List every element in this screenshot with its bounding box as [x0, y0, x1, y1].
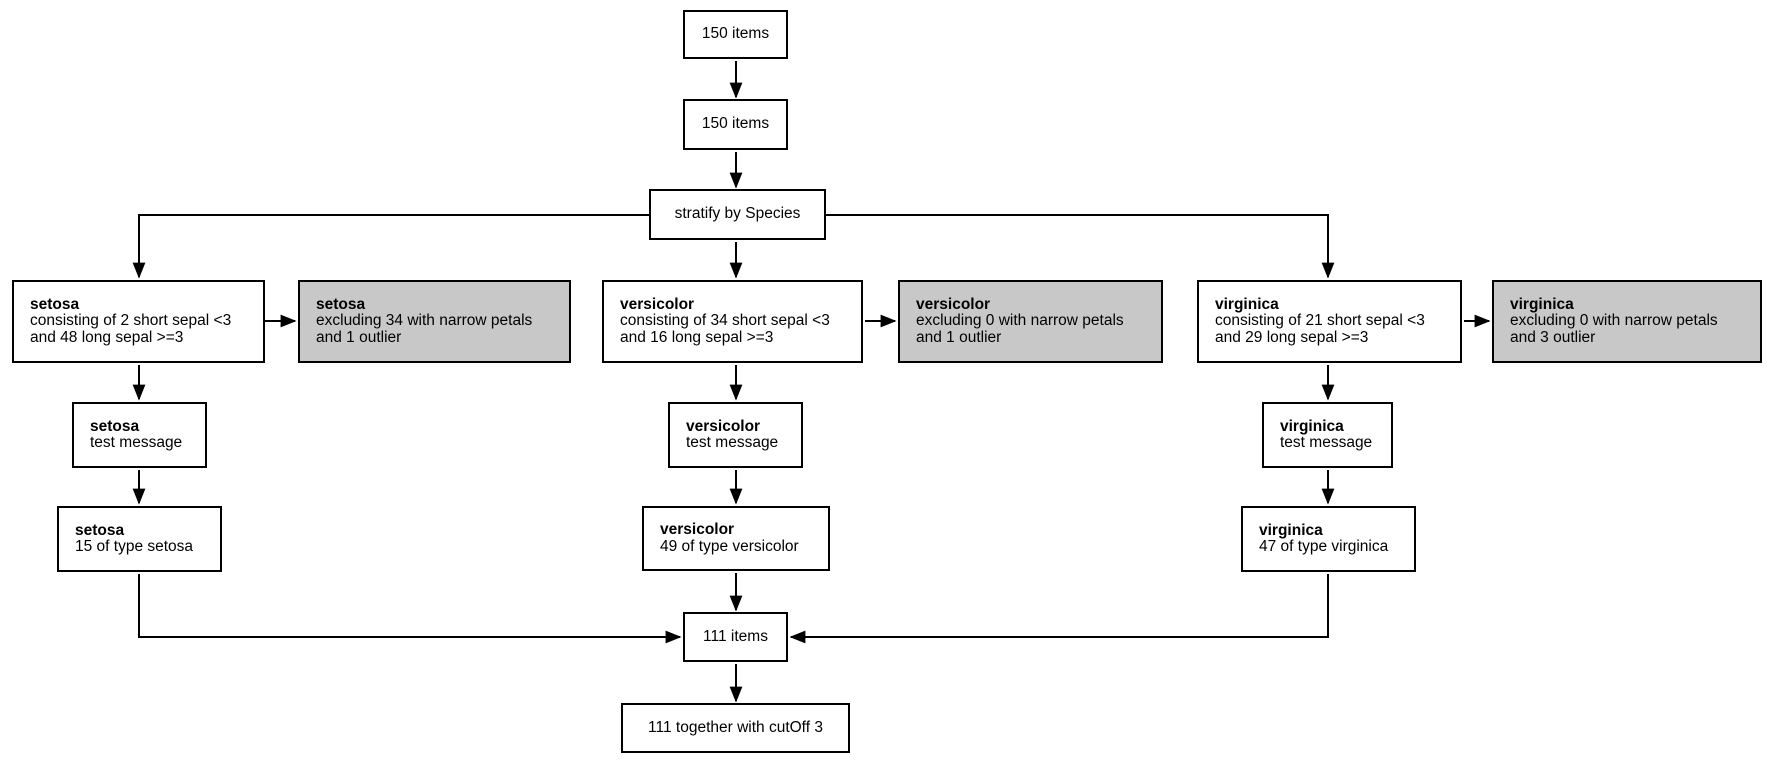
node-line: test message [686, 434, 779, 451]
arrow-virginica-typed-to-merge [791, 574, 1328, 637]
node-line: test message [1280, 434, 1373, 451]
node-title: virginica [1280, 417, 1344, 435]
node-line: and 1 outlier [916, 328, 1002, 346]
arrow-stratify-to-setosa [139, 215, 649, 277]
node-line: excluding 34 with narrow petals [316, 312, 533, 330]
node-line: consisting of 21 short sepal <3 [1215, 312, 1425, 330]
node-title: setosa [316, 295, 366, 313]
node-line: consisting of 2 short sepal <3 [30, 312, 232, 330]
node-line: excluding 0 with narrow petals [916, 312, 1124, 330]
node-title: setosa [75, 521, 125, 539]
node-virginica-test-message [1262, 402, 1393, 468]
node-items-source [683, 10, 788, 59]
node-label: 111 together with cutOff 3 [648, 718, 823, 736]
node-line: and 1 outlier [316, 328, 402, 346]
node-line: and 16 long sepal >=3 [620, 328, 774, 346]
node-title: virginica [1510, 295, 1574, 313]
node-versicolor-excluding [898, 280, 1163, 363]
node-title: virginica [1215, 295, 1279, 313]
node-line: excluding 0 with narrow petals [1510, 312, 1718, 330]
arrow-stratify-to-virginica [826, 215, 1328, 277]
node-label: stratify by Species [674, 205, 801, 223]
node-label: 150 items [701, 115, 770, 133]
node-label: 150 items [701, 25, 770, 43]
node-line: 47 of type virginica [1259, 538, 1389, 555]
node-title: versicolor [660, 521, 735, 538]
node-line: and 3 outlier [1510, 328, 1596, 346]
node-title: versicolor [686, 417, 761, 435]
node-line: test message [90, 434, 183, 451]
node-line: 15 of type setosa [75, 538, 194, 555]
node-title: versicolor [620, 295, 695, 313]
node-versicolor-consisting [602, 280, 863, 363]
node-setosa-excluding [298, 280, 571, 363]
node-stratify-by-species [649, 189, 826, 240]
node-versicolor-typed [642, 506, 830, 571]
node-setosa-consisting [12, 280, 265, 363]
node-virginica-excluding [1492, 280, 1762, 363]
node-label: 111 items [703, 627, 768, 645]
node-setosa-typed [57, 506, 222, 572]
node-title: setosa [90, 417, 140, 435]
node-line: and 48 long sepal >=3 [30, 328, 184, 346]
node-title: setosa [30, 295, 80, 313]
node-items-filtered [683, 99, 788, 150]
node-title: versicolor [916, 295, 991, 313]
node-line: 49 of type versicolor [660, 537, 799, 555]
node-line: consisting of 34 short sepal <3 [620, 312, 830, 330]
arrow-setosa-typed-to-merge [139, 574, 680, 637]
node-title: virginica [1259, 521, 1323, 539]
node-merge-items [683, 612, 788, 662]
node-cutoff-result [621, 703, 850, 753]
node-versicolor-test-message [668, 402, 803, 468]
node-virginica-typed [1241, 506, 1416, 572]
node-setosa-test-message [72, 402, 207, 468]
node-virginica-consisting [1197, 280, 1462, 363]
node-line: and 29 long sepal >=3 [1215, 328, 1369, 346]
